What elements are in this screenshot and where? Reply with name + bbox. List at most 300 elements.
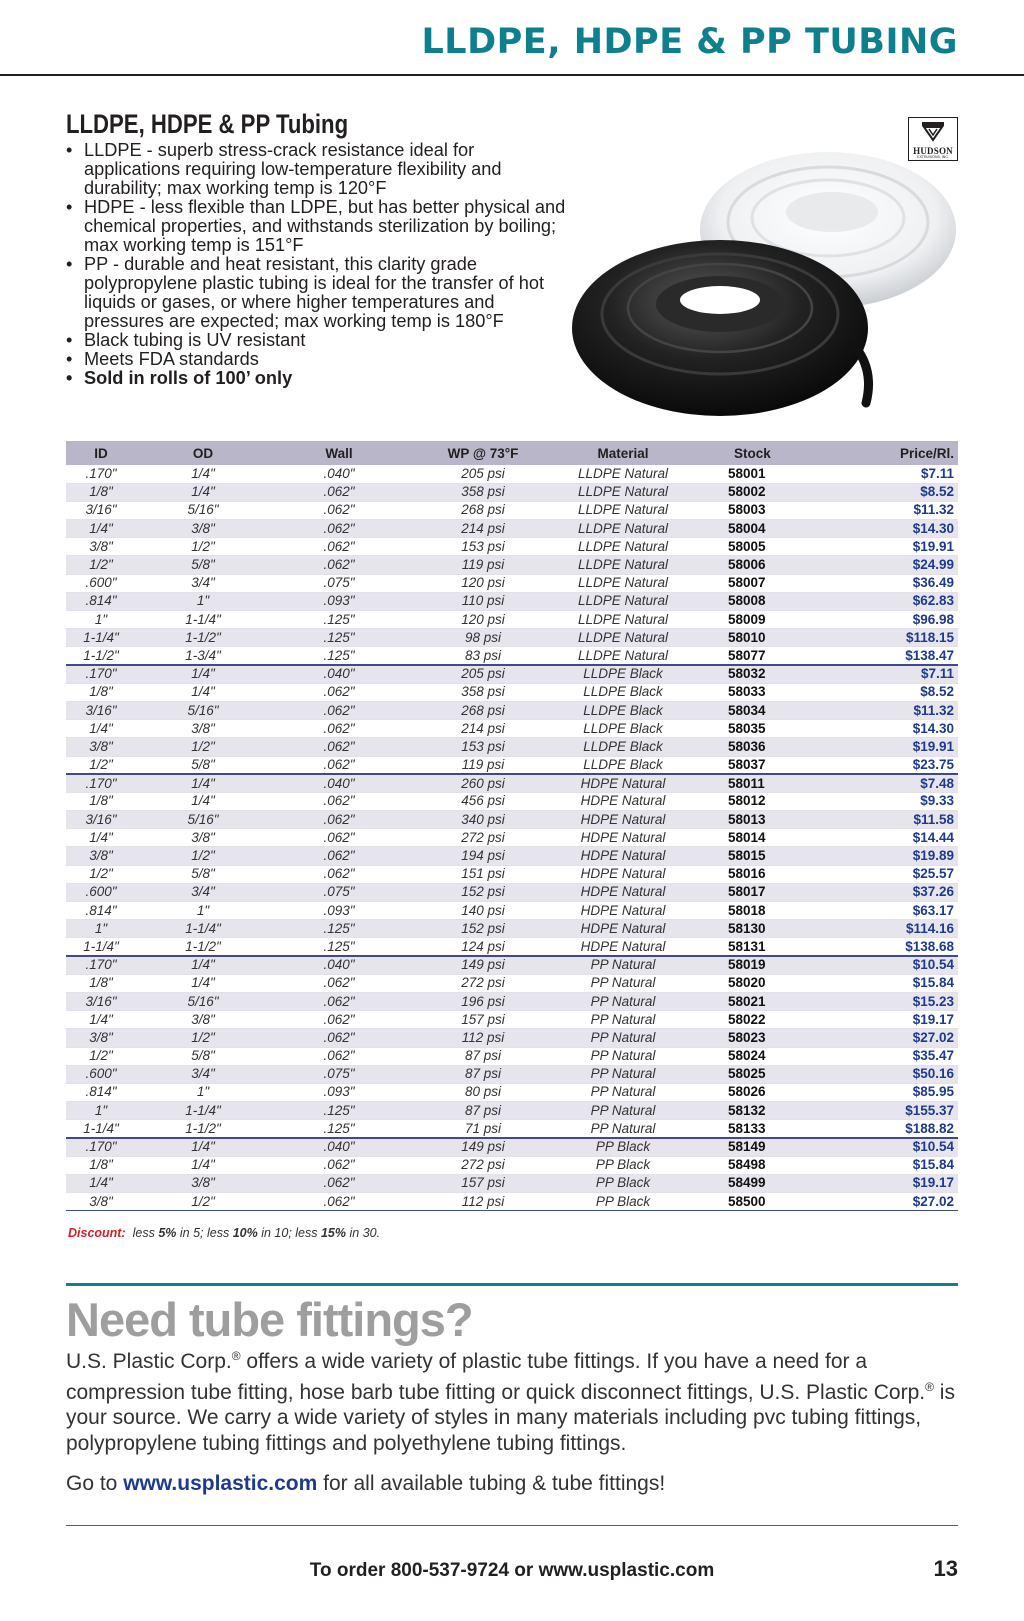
cell-wp: 205 psi (408, 665, 558, 683)
cell-price: $9.33 (818, 792, 958, 810)
table-row (66, 647, 958, 665)
table-row (66, 756, 958, 774)
cell-wall: .125" (270, 1120, 408, 1138)
cell-stock: 58016 (688, 865, 818, 883)
cell-wall: .062" (270, 556, 408, 574)
cell-price: $138.47 (818, 647, 958, 665)
cell-wp: 153 psi (408, 738, 558, 756)
cell-price: $7.11 (818, 465, 958, 483)
cell-wall: .075" (270, 1065, 408, 1083)
table-row (66, 592, 958, 610)
cell-stock: 58017 (688, 883, 818, 901)
cell-wp: 358 psi (408, 483, 558, 501)
cell-wall: .125" (270, 1102, 408, 1120)
discount-text: less (132, 1226, 155, 1240)
cell-id: 1/4" (66, 520, 136, 538)
cell-id: .814" (66, 1083, 136, 1101)
discount-value: 15% (320, 1226, 347, 1240)
cell-stock: 58035 (688, 720, 818, 738)
cell-material: LLDPE Black (558, 665, 688, 683)
cell-wp: 152 psi (408, 883, 558, 901)
table-row (66, 1011, 958, 1029)
cell-price: $10.54 (818, 956, 958, 974)
table-row (66, 465, 958, 483)
table-row (66, 1102, 958, 1120)
cell-wall: .040" (270, 665, 408, 683)
table-row (66, 883, 958, 901)
cell-price: $11.32 (818, 501, 958, 519)
feature-item: • Black tubing is UV resistant (66, 331, 566, 350)
cell-od: 3/8" (136, 720, 270, 738)
cell-wp: 98 psi (408, 629, 558, 647)
cell-wp: 71 psi (408, 1120, 558, 1138)
cell-material: LLDPE Black (558, 738, 688, 756)
cell-wall: .075" (270, 883, 408, 901)
link-suffix: for all available tubing & tube fittings! (317, 1472, 666, 1495)
cell-wall: .040" (270, 774, 408, 792)
cell-wp: 153 psi (408, 538, 558, 556)
table-row (66, 520, 958, 538)
fittings-paragraph (66, 1344, 958, 1456)
cell-material: HDPE Natural (558, 847, 688, 865)
cell-wall: .062" (270, 974, 408, 992)
cell-od: 1/2" (136, 847, 270, 865)
cell-price: $155.37 (818, 1102, 958, 1120)
cell-material: LLDPE Natural (558, 574, 688, 592)
cell-stock: 58024 (688, 1047, 818, 1065)
registered-mark: ® (231, 1349, 241, 1363)
table-row (66, 811, 958, 829)
cell-material: PP Natural (558, 1011, 688, 1029)
cell-stock: 58014 (688, 829, 818, 847)
cell-stock: 58019 (688, 956, 818, 974)
table-row (66, 1138, 958, 1156)
cell-wp: 119 psi (408, 556, 558, 574)
cell-material: PP Natural (558, 1047, 688, 1065)
cell-price: $138.68 (818, 938, 958, 956)
column-header-wall: Wall (270, 441, 408, 465)
cell-wall: .062" (270, 1156, 408, 1174)
cell-stock: 58034 (688, 701, 818, 719)
table-row (66, 1083, 958, 1101)
cell-wp: 272 psi (408, 974, 558, 992)
cell-stock: 58021 (688, 992, 818, 1010)
table-row (66, 956, 958, 974)
fittings-link-line (66, 1472, 665, 1496)
cell-wp: 80 psi (408, 1083, 558, 1101)
cell-stock: 58025 (688, 1065, 818, 1083)
fittings-text: is your source. We carry a wide variety of styles in many materials including pvc tubing fittings, polypropylene tubing fittings and polyethylene tubing fittings. (66, 1380, 955, 1455)
cell-wp: 205 psi (408, 465, 558, 483)
cell-wall: .062" (270, 483, 408, 501)
cell-material: LLDPE Black (558, 683, 688, 701)
discount-text: in 5; less (179, 1226, 230, 1240)
cell-od: 1" (136, 902, 270, 920)
column-header-wp: WP @ 73°F (408, 441, 558, 465)
cell-price: $85.95 (818, 1083, 958, 1101)
cell-id: 1/8" (66, 483, 136, 501)
registered-mark: ® (925, 1379, 934, 1394)
cell-od: 3/8" (136, 829, 270, 847)
cell-id: 1/8" (66, 1156, 136, 1174)
cell-od: 1/4" (136, 1138, 270, 1156)
cell-price: $14.44 (818, 829, 958, 847)
cell-material: PP Black (558, 1156, 688, 1174)
cell-od: 1/2" (136, 1029, 270, 1047)
tubing-coils-photo (570, 128, 960, 420)
cell-wall: .040" (270, 465, 408, 483)
cell-od: 1/4" (136, 483, 270, 501)
cell-wp: 124 psi (408, 938, 558, 956)
cell-wall: .062" (270, 501, 408, 519)
cell-wall: .062" (270, 1047, 408, 1065)
feature-item: • PP - durable and heat resistant, this clarity grade polypropylene plastic tubing is ideal for the transfer of hot liquids or gases, or where higher temperatures and pressures are expected; max working temp is 180°F (66, 255, 566, 331)
discount-note (68, 1226, 380, 1240)
cell-wall: .062" (270, 1174, 408, 1192)
cell-stock: 58499 (688, 1174, 818, 1192)
feature-item: • LLDPE - superb stress-crack resistance ideal for applications requiring low-temperature flexibility and durability; max working temp is 120°F (66, 141, 566, 198)
cell-id: 1/4" (66, 829, 136, 847)
cell-stock: 58026 (688, 1083, 818, 1101)
table-row (66, 865, 958, 883)
cell-material: LLDPE Natural (558, 538, 688, 556)
table-header-row (66, 441, 958, 465)
feature-list (66, 141, 566, 388)
cell-id: .814" (66, 902, 136, 920)
cell-od: 1-1/4" (136, 920, 270, 938)
cell-wall: .125" (270, 920, 408, 938)
table-row (66, 720, 958, 738)
cell-wp: 87 psi (408, 1102, 558, 1120)
cell-price: $8.52 (818, 683, 958, 701)
cell-stock: 58004 (688, 520, 818, 538)
cell-material: PP Natural (558, 992, 688, 1010)
cell-od: 1/4" (136, 665, 270, 683)
cell-wall: .062" (270, 683, 408, 701)
cell-price: $62.83 (818, 592, 958, 610)
table-row (66, 1047, 958, 1065)
cell-od: 5/16" (136, 811, 270, 829)
cell-wall: .062" (270, 738, 408, 756)
cell-wall: .040" (270, 1138, 408, 1156)
cell-price: $14.30 (818, 520, 958, 538)
discount-label: Discount: (68, 1226, 126, 1240)
cell-wp: 272 psi (408, 1156, 558, 1174)
cell-od: 1-1/2" (136, 629, 270, 647)
cell-price: $11.32 (818, 701, 958, 719)
link-prefix: Go to (66, 1472, 124, 1495)
cell-wp: 268 psi (408, 501, 558, 519)
cell-price: $25.57 (818, 865, 958, 883)
cell-od: 1/4" (136, 792, 270, 810)
cell-stock: 58023 (688, 1029, 818, 1047)
table-row (66, 611, 958, 629)
cell-material: PP Natural (558, 1065, 688, 1083)
logo-subtext: EXTRUSIONS, INC. (917, 155, 949, 159)
cell-stock: 58077 (688, 647, 818, 665)
cell-material: HDPE Natural (558, 902, 688, 920)
cell-od: 3/8" (136, 1011, 270, 1029)
column-header-material: Material (558, 441, 688, 465)
cell-od: 5/8" (136, 556, 270, 574)
column-header-stock: Stock (688, 441, 818, 465)
fittings-text: U.S. Plastic Corp. (66, 1350, 232, 1373)
page-title: LLDPE, HDPE & PP TUBING (421, 22, 958, 62)
cell-wall: .062" (270, 701, 408, 719)
cell-price: $188.82 (818, 1120, 958, 1138)
cell-wall: .093" (270, 1083, 408, 1101)
cell-od: 1/4" (136, 974, 270, 992)
cell-price: $24.99 (818, 556, 958, 574)
cell-price: $35.47 (818, 1047, 958, 1065)
cell-stock: 58022 (688, 1011, 818, 1029)
cell-id: 1/8" (66, 792, 136, 810)
cell-id: .170" (66, 1138, 136, 1156)
table-row (66, 1193, 958, 1211)
page-header (0, 0, 1024, 76)
cell-wall: .062" (270, 1193, 408, 1211)
cell-id: .170" (66, 665, 136, 683)
cell-wall: .062" (270, 538, 408, 556)
cell-stock: 58130 (688, 920, 818, 938)
cell-wp: 112 psi (408, 1029, 558, 1047)
cell-wp: 149 psi (408, 1138, 558, 1156)
cell-id: 1/4" (66, 720, 136, 738)
cell-material: LLDPE Natural (558, 647, 688, 665)
cell-id: 1-1/4" (66, 629, 136, 647)
table-row (66, 683, 958, 701)
cell-wp: 196 psi (408, 992, 558, 1010)
cell-price: $19.17 (818, 1011, 958, 1029)
cell-wall: .062" (270, 847, 408, 865)
cell-material: PP Natural (558, 1083, 688, 1101)
feature-item: • Sold in rolls of 100’ only (66, 369, 566, 388)
cell-wp: 340 psi (408, 811, 558, 829)
cell-od: 1/2" (136, 538, 270, 556)
table-row (66, 1156, 958, 1174)
cell-id: 1/2" (66, 865, 136, 883)
cell-material: LLDPE Natural (558, 483, 688, 501)
cell-wall: .075" (270, 574, 408, 592)
cell-id: 1/4" (66, 1174, 136, 1192)
cell-stock: 58131 (688, 938, 818, 956)
cell-id: 1/4" (66, 1011, 136, 1029)
cell-material: PP Black (558, 1193, 688, 1211)
cell-wp: 87 psi (408, 1047, 558, 1065)
cell-price: $8.52 (818, 483, 958, 501)
column-header-price: Price/Rl. (818, 441, 958, 465)
cell-material: LLDPE Black (558, 720, 688, 738)
feature-item: • HDPE - less flexible than LDPE, but has better physical and chemical properties, and withstands sterilization by boiling; max working temp is 151°F (66, 198, 566, 255)
cell-material: PP Natural (558, 1120, 688, 1138)
table-row (66, 483, 958, 501)
cell-material: LLDPE Natural (558, 520, 688, 538)
cell-stock: 58009 (688, 611, 818, 629)
table-row (66, 992, 958, 1010)
cell-wall: .062" (270, 992, 408, 1010)
cell-stock: 58500 (688, 1193, 818, 1211)
cell-od: 1/4" (136, 956, 270, 974)
cell-material: LLDPE Natural (558, 501, 688, 519)
cell-od: 3/8" (136, 520, 270, 538)
cell-stock: 58015 (688, 847, 818, 865)
cell-id: 3/16" (66, 811, 136, 829)
cell-od: 1-1/2" (136, 938, 270, 956)
cell-wp: 151 psi (408, 865, 558, 883)
cell-wall: .125" (270, 938, 408, 956)
cell-wall: .093" (270, 592, 408, 610)
cell-wp: 157 psi (408, 1011, 558, 1029)
feature-item: • Meets FDA standards (66, 350, 566, 369)
cell-price: $7.11 (818, 665, 958, 683)
cell-id: .600" (66, 1065, 136, 1083)
cell-od: 1" (136, 1083, 270, 1101)
cell-price: $27.02 (818, 1193, 958, 1211)
discount-value: 10% (232, 1226, 258, 1240)
tubing-table (66, 441, 958, 1211)
cell-material: HDPE Natural (558, 811, 688, 829)
cell-wall: .062" (270, 520, 408, 538)
cell-wp: 110 psi (408, 592, 558, 610)
cell-material: LLDPE Natural (558, 592, 688, 610)
cell-id: 1/8" (66, 683, 136, 701)
cell-material: HDPE Natural (558, 883, 688, 901)
cell-material: HDPE Natural (558, 774, 688, 792)
cell-wall: .125" (270, 611, 408, 629)
cell-wp: 112 psi (408, 1193, 558, 1211)
cell-price: $19.91 (818, 738, 958, 756)
cell-wall: .062" (270, 1029, 408, 1047)
cell-wp: 149 psi (408, 956, 558, 974)
discount-text: in 30. (349, 1226, 381, 1240)
cell-id: 3/16" (66, 501, 136, 519)
cell-wp: 194 psi (408, 847, 558, 865)
table-row (66, 774, 958, 792)
cell-price: $37.26 (818, 883, 958, 901)
cell-material: PP Natural (558, 1102, 688, 1120)
cell-wp: 260 psi (408, 774, 558, 792)
table-row (66, 501, 958, 519)
table-row (66, 902, 958, 920)
cell-price: $27.02 (818, 1029, 958, 1047)
logo-text: HUDSON (913, 146, 953, 156)
table-row (66, 1065, 958, 1083)
cell-od: 1/4" (136, 465, 270, 483)
cell-od: 3/8" (136, 1174, 270, 1192)
cell-id: .170" (66, 774, 136, 792)
table-body (66, 465, 958, 1211)
cell-material: PP Natural (558, 956, 688, 974)
cell-wp: 152 psi (408, 920, 558, 938)
cell-wp: 214 psi (408, 520, 558, 538)
cell-id: .170" (66, 956, 136, 974)
cell-id: .600" (66, 883, 136, 901)
cell-id: 1/2" (66, 556, 136, 574)
cell-od: 1-1/4" (136, 1102, 270, 1120)
cell-material: LLDPE Natural (558, 556, 688, 574)
cell-od: 1" (136, 592, 270, 610)
table-row (66, 574, 958, 592)
cell-price: $36.49 (818, 574, 958, 592)
cell-od: 1-3/4" (136, 647, 270, 665)
cell-wp: 87 psi (408, 1065, 558, 1083)
cell-wall: .093" (270, 902, 408, 920)
cell-od: 1/4" (136, 774, 270, 792)
cell-od: 1-1/2" (136, 1120, 270, 1138)
table-row (66, 738, 958, 756)
cell-id: 3/8" (66, 1193, 136, 1211)
cell-wall: .125" (270, 629, 408, 647)
cell-material: LLDPE Black (558, 756, 688, 774)
cell-wall: .062" (270, 865, 408, 883)
cell-id: 1-1/4" (66, 1120, 136, 1138)
cell-wall: .062" (270, 792, 408, 810)
footer-order-line: To order 800-537-9724 or www.usplastic.com (309, 1560, 715, 1581)
cell-stock: 58007 (688, 574, 818, 592)
cell-wall: .062" (270, 756, 408, 774)
cell-wp: 140 psi (408, 902, 558, 920)
cell-price: $50.16 (818, 1065, 958, 1083)
cell-wp: 456 psi (408, 792, 558, 810)
cell-id: 1/2" (66, 1047, 136, 1065)
cell-id: 3/8" (66, 1029, 136, 1047)
cell-od: 1-1/4" (136, 611, 270, 629)
cell-od: 3/4" (136, 883, 270, 901)
cell-wall: .062" (270, 1011, 408, 1029)
cell-stock: 58498 (688, 1156, 818, 1174)
cell-stock: 58002 (688, 483, 818, 501)
website-link[interactable]: www.usplastic.com (123, 1472, 318, 1495)
cell-stock: 58008 (688, 592, 818, 610)
cell-material: HDPE Natural (558, 920, 688, 938)
cell-od: 1/2" (136, 738, 270, 756)
cell-id: 3/16" (66, 992, 136, 1010)
table-row (66, 538, 958, 556)
cell-wp: 358 psi (408, 683, 558, 701)
cell-od: 3/4" (136, 574, 270, 592)
cell-wp: 120 psi (408, 611, 558, 629)
section-divider (66, 1283, 958, 1286)
cell-id: .170" (66, 465, 136, 483)
cell-material: PP Natural (558, 974, 688, 992)
cell-stock: 58011 (688, 774, 818, 792)
cell-stock: 58012 (688, 792, 818, 810)
cell-id: .814" (66, 592, 136, 610)
table-row (66, 1120, 958, 1138)
cell-od: 5/16" (136, 992, 270, 1010)
cell-stock: 58005 (688, 538, 818, 556)
cell-price: $23.75 (818, 756, 958, 774)
cell-material: PP Natural (558, 1029, 688, 1047)
cell-id: 3/8" (66, 847, 136, 865)
cell-price: $96.98 (818, 611, 958, 629)
cell-price: $118.15 (818, 629, 958, 647)
table-row (66, 792, 958, 810)
cell-price: $19.91 (818, 538, 958, 556)
table-row (66, 920, 958, 938)
cell-od: 1/4" (136, 1156, 270, 1174)
cell-od: 5/16" (136, 501, 270, 519)
discount-text: in 10; less (261, 1226, 318, 1240)
cell-od: 3/4" (136, 1065, 270, 1083)
cell-price: $63.17 (818, 902, 958, 920)
cell-od: 5/8" (136, 865, 270, 883)
cell-material: PP Black (558, 1138, 688, 1156)
cell-wall: .062" (270, 811, 408, 829)
cell-id: 1" (66, 611, 136, 629)
cell-wp: 268 psi (408, 701, 558, 719)
cell-stock: 58132 (688, 1102, 818, 1120)
